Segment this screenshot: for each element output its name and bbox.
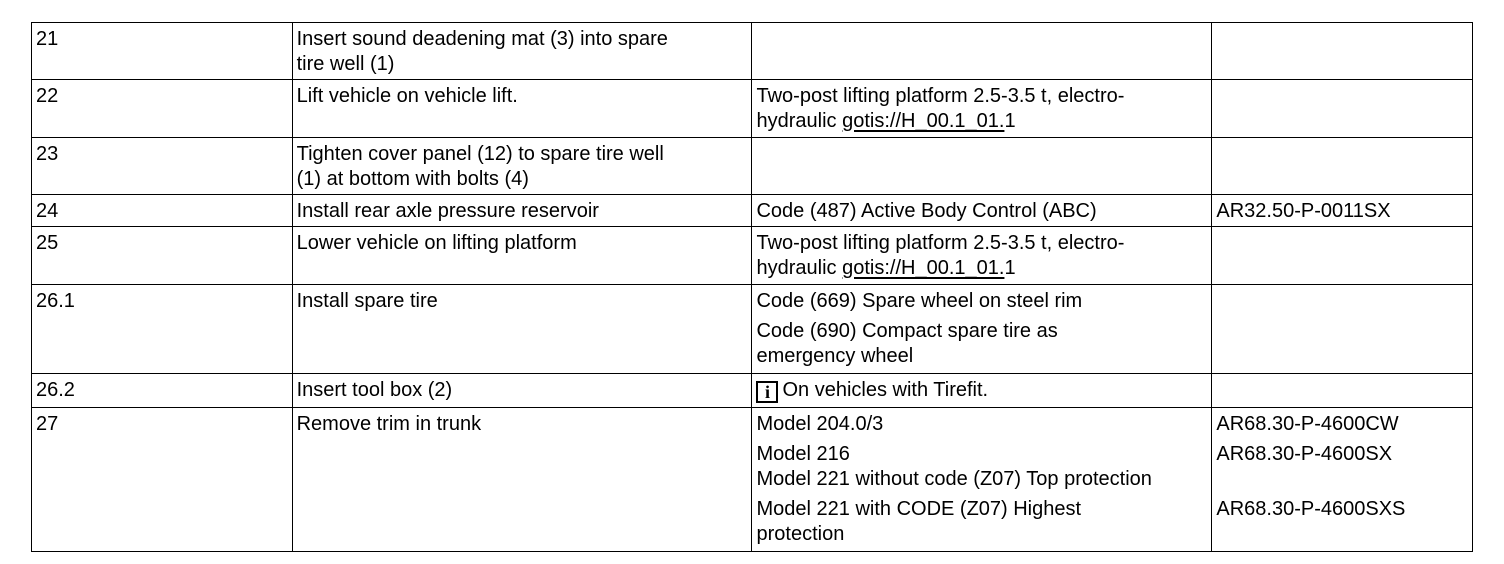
step-notes: Two-post lifting platform 2.5-3.5 t, electro- hydraulic gotis://H_00.1_01.1 [752,227,1212,285]
step-reference [1212,138,1473,195]
reference-link[interactable]: AR32.50-P-0011SX [1216,200,1391,222]
gotis-link[interactable]: gotis://H_00.1_01. [842,110,1005,132]
reference-link[interactable]: AR68.30-P-4600SX [1216,443,1393,465]
table-row [32,408,1473,552]
step-notes: Code (669) Spare wheel on steel rim Code (690) Compact spare tire as emergency wheel [752,285,1212,374]
step-number: 22 [32,80,293,138]
step-number: 23 [32,138,293,195]
step-reference [1212,374,1473,408]
step-number: 26.2 [32,374,293,408]
step-number: 26.1 [32,285,293,374]
reference-link[interactable]: AR68.30-P-4600CW [1216,413,1399,435]
step-reference [1212,23,1473,80]
step-description: Lift vehicle on vehicle lift. [292,80,752,138]
table-row [32,374,1473,408]
table-row [32,285,1473,374]
table-row [32,138,1473,195]
table-row [32,80,1473,138]
reference-link[interactable]: AR68.30-P-4600SXS [1216,498,1406,520]
step-description: Install spare tire [292,285,752,374]
step-description: Remove trim in trunk [292,408,752,552]
step-description: Tighten cover panel (12) to spare tire well (1) at bottom with bolts (4) [292,138,752,195]
step-notes: Two-post lifting platform 2.5-3.5 t, electro- hydraulic gotis://H_00.1_01.1 [752,80,1212,138]
step-description: Insert tool box (2) [292,374,752,408]
table-row [32,227,1473,285]
gotis-link[interactable]: gotis://H_00.1_01. [842,257,1005,279]
info-icon: i [756,381,778,403]
step-number: 24 [32,195,293,227]
step-reference [1212,285,1473,374]
step-reference [1212,80,1473,138]
step-number: 27 [32,408,293,552]
step-reference [1212,227,1473,285]
step-number: 21 [32,23,293,80]
step-notes: Model 204.0/3 Model 216 Model 221 without code (Z07) Top protection Model 221 with CODE (Z07) Highest protection [752,408,1212,552]
step-description: Insert sound deadening mat (3) into spare tire well (1) [292,23,752,80]
table-row [32,195,1473,227]
step-description: Install rear axle pressure reservoir [292,195,752,227]
step-description: Lower vehicle on lifting platform [292,227,752,285]
procedure-table [31,22,1473,552]
step-notes [752,23,1212,80]
step-reference [1212,195,1473,227]
step-notes: Code (487) Active Body Control (ABC) [752,195,1212,227]
step-notes [752,138,1212,195]
step-notes: i On vehicles with Tirefit. [752,374,1212,408]
step-number: 25 [32,227,293,285]
step-reference [1212,408,1473,552]
table-row [32,23,1473,80]
